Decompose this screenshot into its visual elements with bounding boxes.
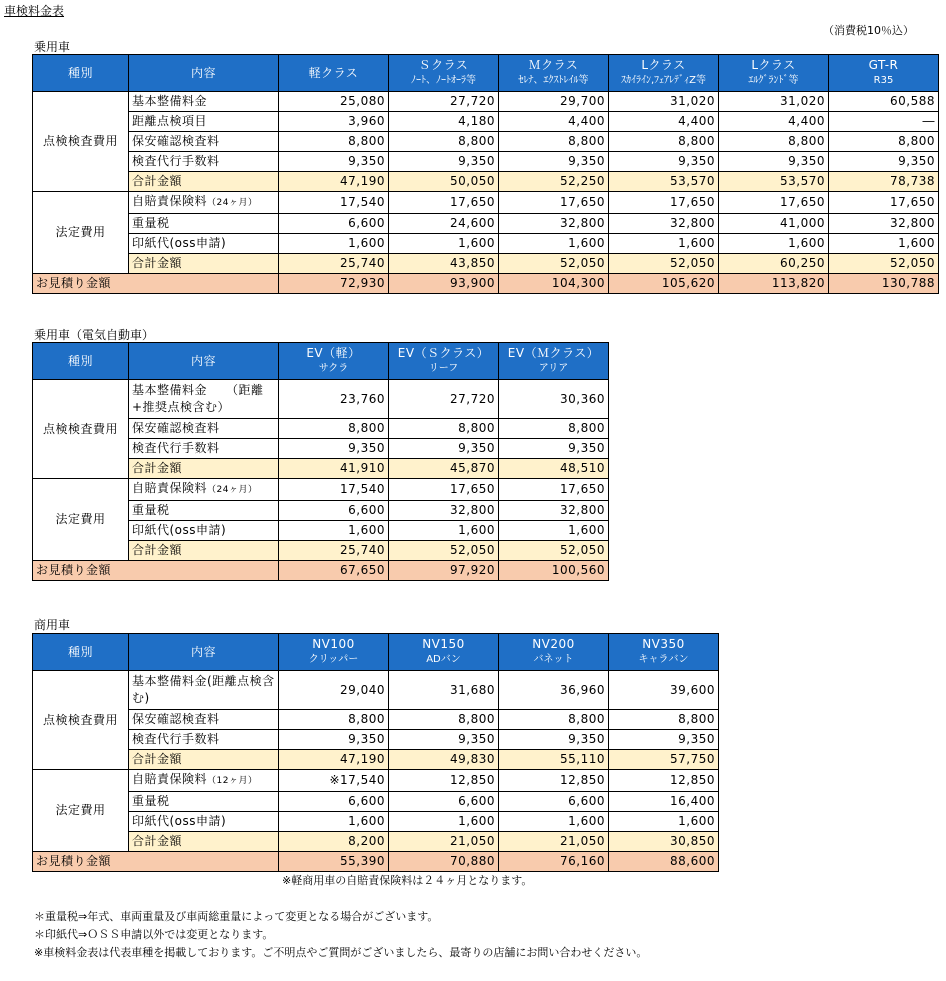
item-label: [129, 439, 279, 459]
price-cell: 1,600: [719, 234, 829, 254]
subtotal-cell: 78,738: [829, 172, 939, 192]
table-row: [33, 479, 609, 501]
vehicle-class-name: 軽クラス: [308, 66, 359, 80]
price-cell: 32,800: [499, 501, 609, 521]
price-cell: 32,800: [389, 501, 499, 521]
header-vehicle-class: [499, 634, 609, 671]
subtotal-label: 合計金額: [129, 832, 279, 852]
vehicle-class-name: Ｓクラス: [418, 58, 469, 72]
item-label: [129, 132, 279, 152]
price-cell: 9,350: [389, 730, 499, 750]
item-name: 印紙代(oss申請): [132, 236, 227, 250]
table-row: [33, 214, 939, 234]
subtotal-cell: 52,050: [829, 254, 939, 274]
footnote-2: ＊印紙代⇒ＯＳＳ申請以外では変更となります。: [34, 928, 274, 941]
header-vehicle-class: [609, 634, 719, 671]
price-cell: 8,800: [279, 419, 389, 439]
item-name: 検査代行手数料: [132, 732, 220, 746]
item-name: 保安確認検査料: [132, 712, 220, 726]
item-period-note: （24ヶ月）: [207, 485, 258, 495]
estimate-cell: 130,788: [829, 274, 939, 294]
vehicle-class-name: Lクラス: [641, 58, 686, 72]
price-cell: 8,800: [829, 132, 939, 152]
price-cell: 6,600: [499, 792, 609, 812]
price-cell: 16,400: [609, 792, 719, 812]
item-name: 重量税: [132, 794, 170, 808]
price-cell: 60,588: [829, 92, 939, 112]
price-cell: 39,600: [609, 671, 719, 710]
subtotal-cell: 43,850: [389, 254, 499, 274]
table-row: [33, 234, 939, 254]
header-row: [33, 343, 609, 380]
vehicle-class-name: Ｍクラス: [528, 58, 579, 72]
price-cell: 8,800: [499, 132, 609, 152]
estimate-label: お見積り金額: [33, 852, 279, 872]
price-cell: 17,540: [279, 479, 389, 501]
price-cell: 36,960: [499, 671, 609, 710]
price-cell: 31,020: [719, 92, 829, 112]
price-cell: 31,020: [609, 92, 719, 112]
header-type: 種別: [33, 634, 129, 671]
estimate-cell: 97,920: [389, 561, 499, 581]
vehicle-class-name: GT-R: [868, 58, 899, 72]
price-cell: 1,600: [499, 234, 609, 254]
item-period-note: （12ヶ月）: [207, 776, 258, 786]
category-label: 点検検査費用: [33, 380, 129, 479]
vehicle-example-models: ﾉｰﾄ、ﾉｰﾄｵｰﾗ等: [411, 75, 476, 86]
price-cell: 17,650: [829, 192, 939, 214]
item-label: [129, 521, 279, 541]
item-name: 自賠責保険料: [132, 481, 208, 495]
item-name: 印紙代(oss申請): [132, 814, 227, 828]
price-cell: 17,650: [389, 479, 499, 501]
item-name: 保安確認検査料: [132, 134, 220, 148]
price-cell: 29,040: [279, 671, 389, 710]
price-cell: 9,350: [499, 730, 609, 750]
subtotal-cell: 47,190: [279, 750, 389, 770]
price-cell: 4,400: [609, 112, 719, 132]
item-label: [129, 770, 279, 792]
vehicle-example-models: リーフ: [428, 363, 459, 374]
item-name: 距離点検項目: [132, 114, 208, 128]
header-vehicle-class: [609, 55, 719, 92]
item-label: [129, 671, 279, 710]
price-cell: 9,350: [499, 439, 609, 459]
price-cell: 1,600: [389, 812, 499, 832]
vehicle-example-models: R35: [873, 75, 894, 86]
price-cell: 30,360: [499, 380, 609, 419]
subtotal-cell: 52,050: [609, 254, 719, 274]
subtotal-cell: 21,050: [389, 832, 499, 852]
item-period-note: （24ヶ月）: [207, 198, 258, 208]
header-type: 種別: [33, 343, 129, 380]
price-cell: 8,800: [279, 710, 389, 730]
vehicle-class-name: Lクラス: [751, 58, 796, 72]
price-cell: 9,350: [829, 152, 939, 172]
price-cell: 1,600: [279, 234, 389, 254]
passenger-price-table: [32, 54, 939, 294]
vehicle-example-models: バネット: [533, 654, 574, 665]
commercial-note: ※軽商用車の自賠責保険料は２４ヶ月となります。: [282, 874, 533, 887]
estimate-cell: 100,560: [499, 561, 609, 581]
commercial-price-table: [32, 633, 719, 872]
header-vehicle-class: [389, 55, 499, 92]
subtotal-label: 合計金額: [129, 750, 279, 770]
item-name: 自賠責保険料: [132, 772, 208, 786]
price-cell: 17,650: [389, 192, 499, 214]
vehicle-class-name: EV（Ｍクラス）: [507, 346, 600, 360]
price-cell: 12,850: [499, 770, 609, 792]
header-vehicle-class: [499, 343, 609, 380]
subtotal-cell: 52,050: [389, 541, 499, 561]
price-cell: 6,600: [389, 792, 499, 812]
price-cell: 27,720: [389, 380, 499, 419]
header-vehicle-class: [279, 343, 389, 380]
item-label: [129, 730, 279, 750]
item-name: 保安確認検査料: [132, 421, 220, 435]
price-cell: 17,650: [499, 192, 609, 214]
vehicle-class-name: NV200: [532, 637, 575, 651]
table-row: [33, 152, 939, 172]
price-cell: 32,800: [609, 214, 719, 234]
subtotal-cell: 60,250: [719, 254, 829, 274]
price-cell: 25,080: [279, 92, 389, 112]
header-vehicle-class: [829, 55, 939, 92]
item-label: [129, 214, 279, 234]
table-row: [33, 792, 719, 812]
item-label: [129, 501, 279, 521]
price-cell: 8,800: [499, 419, 609, 439]
subtotal-cell: 45,870: [389, 459, 499, 479]
price-cell: 9,350: [279, 152, 389, 172]
estimate-row: [33, 561, 609, 581]
page-title: 車検料金表: [4, 4, 65, 18]
category-label: 法定費用: [33, 770, 129, 852]
price-cell: 32,800: [829, 214, 939, 234]
header-vehicle-class: [389, 634, 499, 671]
item-label: [129, 710, 279, 730]
subtotal-row: [33, 750, 719, 770]
subtotal-cell: 52,050: [499, 254, 609, 274]
price-cell: 1,600: [499, 812, 609, 832]
subtotal-row: [33, 832, 719, 852]
subtotal-cell: 52,050: [499, 541, 609, 561]
header-type: 種別: [33, 55, 129, 92]
header-row: [33, 55, 939, 92]
subtotal-label: 合計金額: [129, 172, 279, 192]
item-label: [129, 112, 279, 132]
subtotal-label: 合計金額: [129, 254, 279, 274]
category-label: 法定費用: [33, 479, 129, 561]
estimate-cell: 55,390: [279, 852, 389, 872]
subtotal-cell: 53,570: [719, 172, 829, 192]
price-cell: ―: [829, 112, 939, 132]
item-name: 検査代行手数料: [132, 441, 220, 455]
price-cell: 8,800: [499, 710, 609, 730]
price-cell: 29,700: [499, 92, 609, 112]
price-cell: 6,600: [279, 214, 389, 234]
item-name: 基本整備料金 （距離+推奨点検含む）: [132, 383, 264, 414]
tax-note: （消費税10％込）: [823, 24, 914, 37]
table-row: [33, 380, 609, 419]
passenger-section-title: 乗用車: [34, 40, 71, 54]
estimate-cell: 67,650: [279, 561, 389, 581]
price-cell: 8,800: [609, 710, 719, 730]
price-cell: 3,960: [279, 112, 389, 132]
passenger-table-wrap: [32, 54, 939, 294]
footnote-1: ＊重量税⇒年式、車両重量及び車両総重量によって変更となる場合がございます。: [34, 910, 439, 923]
price-cell: 23,760: [279, 380, 389, 419]
price-cell: 8,800: [609, 132, 719, 152]
item-label: [129, 192, 279, 214]
vehicle-example-models: ｽｶｲﾗｲﾝ,ﾌｪｱﾚﾃﾞｨZ等: [620, 75, 707, 86]
item-label: [129, 419, 279, 439]
price-cell: 9,350: [389, 152, 499, 172]
price-cell: 9,350: [389, 439, 499, 459]
header-vehicle-class: [499, 55, 609, 92]
price-cell: 9,350: [279, 730, 389, 750]
ev-table-wrap: [32, 342, 609, 581]
category-label: 点検検査費用: [33, 92, 129, 192]
item-name: 基本整備料金: [132, 94, 208, 108]
price-cell: 1,600: [389, 521, 499, 541]
price-cell: 4,400: [719, 112, 829, 132]
vehicle-class-name: NV350: [642, 637, 685, 651]
price-cell: 1,600: [609, 812, 719, 832]
subtotal-cell: 21,050: [499, 832, 609, 852]
price-cell: 1,600: [609, 234, 719, 254]
price-cell: 9,350: [609, 152, 719, 172]
vehicle-example-models: キャラバン: [638, 654, 689, 665]
item-label: [129, 380, 279, 419]
vehicle-example-models: ｾﾚﾅ、ｴｸｽﾄﾚｲﾙ等: [518, 75, 589, 86]
table-row: [33, 770, 719, 792]
price-cell: 6,600: [279, 792, 389, 812]
footnote-3: ※車検料金表は代表車種を掲載しております。ご不明点やご質問がございましたら、最寄りの店舗にお問い合わせください。: [34, 946, 648, 959]
price-cell: 8,800: [279, 132, 389, 152]
price-cell: 4,400: [499, 112, 609, 132]
ev-price-table: [32, 342, 609, 581]
table-row: [33, 671, 719, 710]
table-row: [33, 112, 939, 132]
estimate-cell: 105,620: [609, 274, 719, 294]
estimate-cell: 93,900: [389, 274, 499, 294]
header-vehicle-class: [389, 343, 499, 380]
subtotal-cell: 30,850: [609, 832, 719, 852]
header-content: 内容: [129, 343, 279, 380]
category-label: 法定費用: [33, 192, 129, 274]
vehicle-example-models: サクラ: [318, 363, 349, 374]
price-cell: 17,650: [499, 479, 609, 501]
category-label: 点検検査費用: [33, 671, 129, 770]
price-cell: 6,600: [279, 501, 389, 521]
item-label: [129, 234, 279, 254]
subtotal-cell: 55,110: [499, 750, 609, 770]
price-cell: 27,720: [389, 92, 499, 112]
price-cell: 1,600: [499, 521, 609, 541]
subtotal-cell: 50,050: [389, 172, 499, 192]
price-cell: 1,600: [279, 521, 389, 541]
vehicle-example-models: ADバン: [426, 654, 461, 665]
price-cell: ※17,540: [279, 770, 389, 792]
table-row: [33, 730, 719, 750]
price-cell: 31,680: [389, 671, 499, 710]
item-name: 印紙代(oss申請): [132, 523, 227, 537]
subtotal-cell: 52,250: [499, 172, 609, 192]
table-row: [33, 710, 719, 730]
item-name: 検査代行手数料: [132, 154, 220, 168]
estimate-cell: 88,600: [609, 852, 719, 872]
vehicle-example-models: ｴﾙｸﾞﾗﾝﾄﾞ等: [748, 75, 799, 86]
header-row: [33, 634, 719, 671]
estimate-row: [33, 852, 719, 872]
subtotal-cell: 25,740: [279, 541, 389, 561]
subtotal-label: 合計金額: [129, 541, 279, 561]
subtotal-row: [33, 172, 939, 192]
item-label: [129, 479, 279, 501]
vehicle-class-name: NV100: [312, 637, 355, 651]
subtotal-cell: 41,910: [279, 459, 389, 479]
estimate-cell: 113,820: [719, 274, 829, 294]
item-label: [129, 152, 279, 172]
header-vehicle-class: [279, 55, 389, 92]
header-content: 内容: [129, 55, 279, 92]
header-content: 内容: [129, 634, 279, 671]
price-cell: 1,600: [279, 812, 389, 832]
vehicle-class-name: EV（Ｓクラス）: [397, 346, 490, 360]
ev-section-title: 乗用車（電気自動車）: [34, 328, 155, 342]
price-cell: 12,850: [389, 770, 499, 792]
price-cell: 8,800: [719, 132, 829, 152]
price-cell: 32,800: [499, 214, 609, 234]
price-cell: 8,800: [389, 710, 499, 730]
subtotal-row: [33, 254, 939, 274]
vehicle-example-models: クリッパー: [308, 654, 359, 665]
subtotal-cell: 48,510: [499, 459, 609, 479]
item-label: [129, 92, 279, 112]
table-row: [33, 812, 719, 832]
price-cell: 9,350: [499, 152, 609, 172]
item-name: 自賠責保険料: [132, 194, 208, 208]
price-cell: 9,350: [609, 730, 719, 750]
price-cell: 24,600: [389, 214, 499, 234]
estimate-cell: 72,930: [279, 274, 389, 294]
item-name: 基本整備料金(距離点検含む): [132, 674, 275, 705]
item-name: 重量税: [132, 503, 170, 517]
price-cell: 4,180: [389, 112, 499, 132]
estimate-label: お見積り金額: [33, 274, 279, 294]
price-cell: 12,850: [609, 770, 719, 792]
price-cell: 41,000: [719, 214, 829, 234]
estimate-cell: 70,880: [389, 852, 499, 872]
subtotal-cell: 25,740: [279, 254, 389, 274]
price-cell: 8,800: [389, 419, 499, 439]
price-cell: 1,600: [389, 234, 499, 254]
estimate-cell: 76,160: [499, 852, 609, 872]
header-vehicle-class: [719, 55, 829, 92]
vehicle-class-name: EV（軽）: [306, 346, 361, 360]
price-cell: 1,600: [829, 234, 939, 254]
vehicle-class-name: NV150: [422, 637, 465, 651]
subtotal-cell: 8,200: [279, 832, 389, 852]
vehicle-example-models: アリア: [538, 363, 569, 374]
table-row: [33, 132, 939, 152]
subtotal-cell: 49,830: [389, 750, 499, 770]
subtotal-cell: 57,750: [609, 750, 719, 770]
subtotal-cell: 53,570: [609, 172, 719, 192]
price-cell: 17,650: [609, 192, 719, 214]
estimate-cell: 104,300: [499, 274, 609, 294]
price-cell: 17,540: [279, 192, 389, 214]
commercial-table-wrap: [32, 633, 719, 872]
table-row: [33, 92, 939, 112]
price-cell: 8,800: [389, 132, 499, 152]
price-cell: 9,350: [279, 439, 389, 459]
item-name: 重量税: [132, 216, 170, 230]
estimate-row: [33, 274, 939, 294]
subtotal-label: 合計金額: [129, 459, 279, 479]
commercial-section-title: 商用車: [34, 618, 71, 632]
item-label: [129, 792, 279, 812]
header-vehicle-class: [279, 634, 389, 671]
table-row: [33, 192, 939, 214]
subtotal-cell: 47,190: [279, 172, 389, 192]
estimate-label: お見積り金額: [33, 561, 279, 581]
price-cell: 17,650: [719, 192, 829, 214]
price-cell: 9,350: [719, 152, 829, 172]
item-label: [129, 812, 279, 832]
